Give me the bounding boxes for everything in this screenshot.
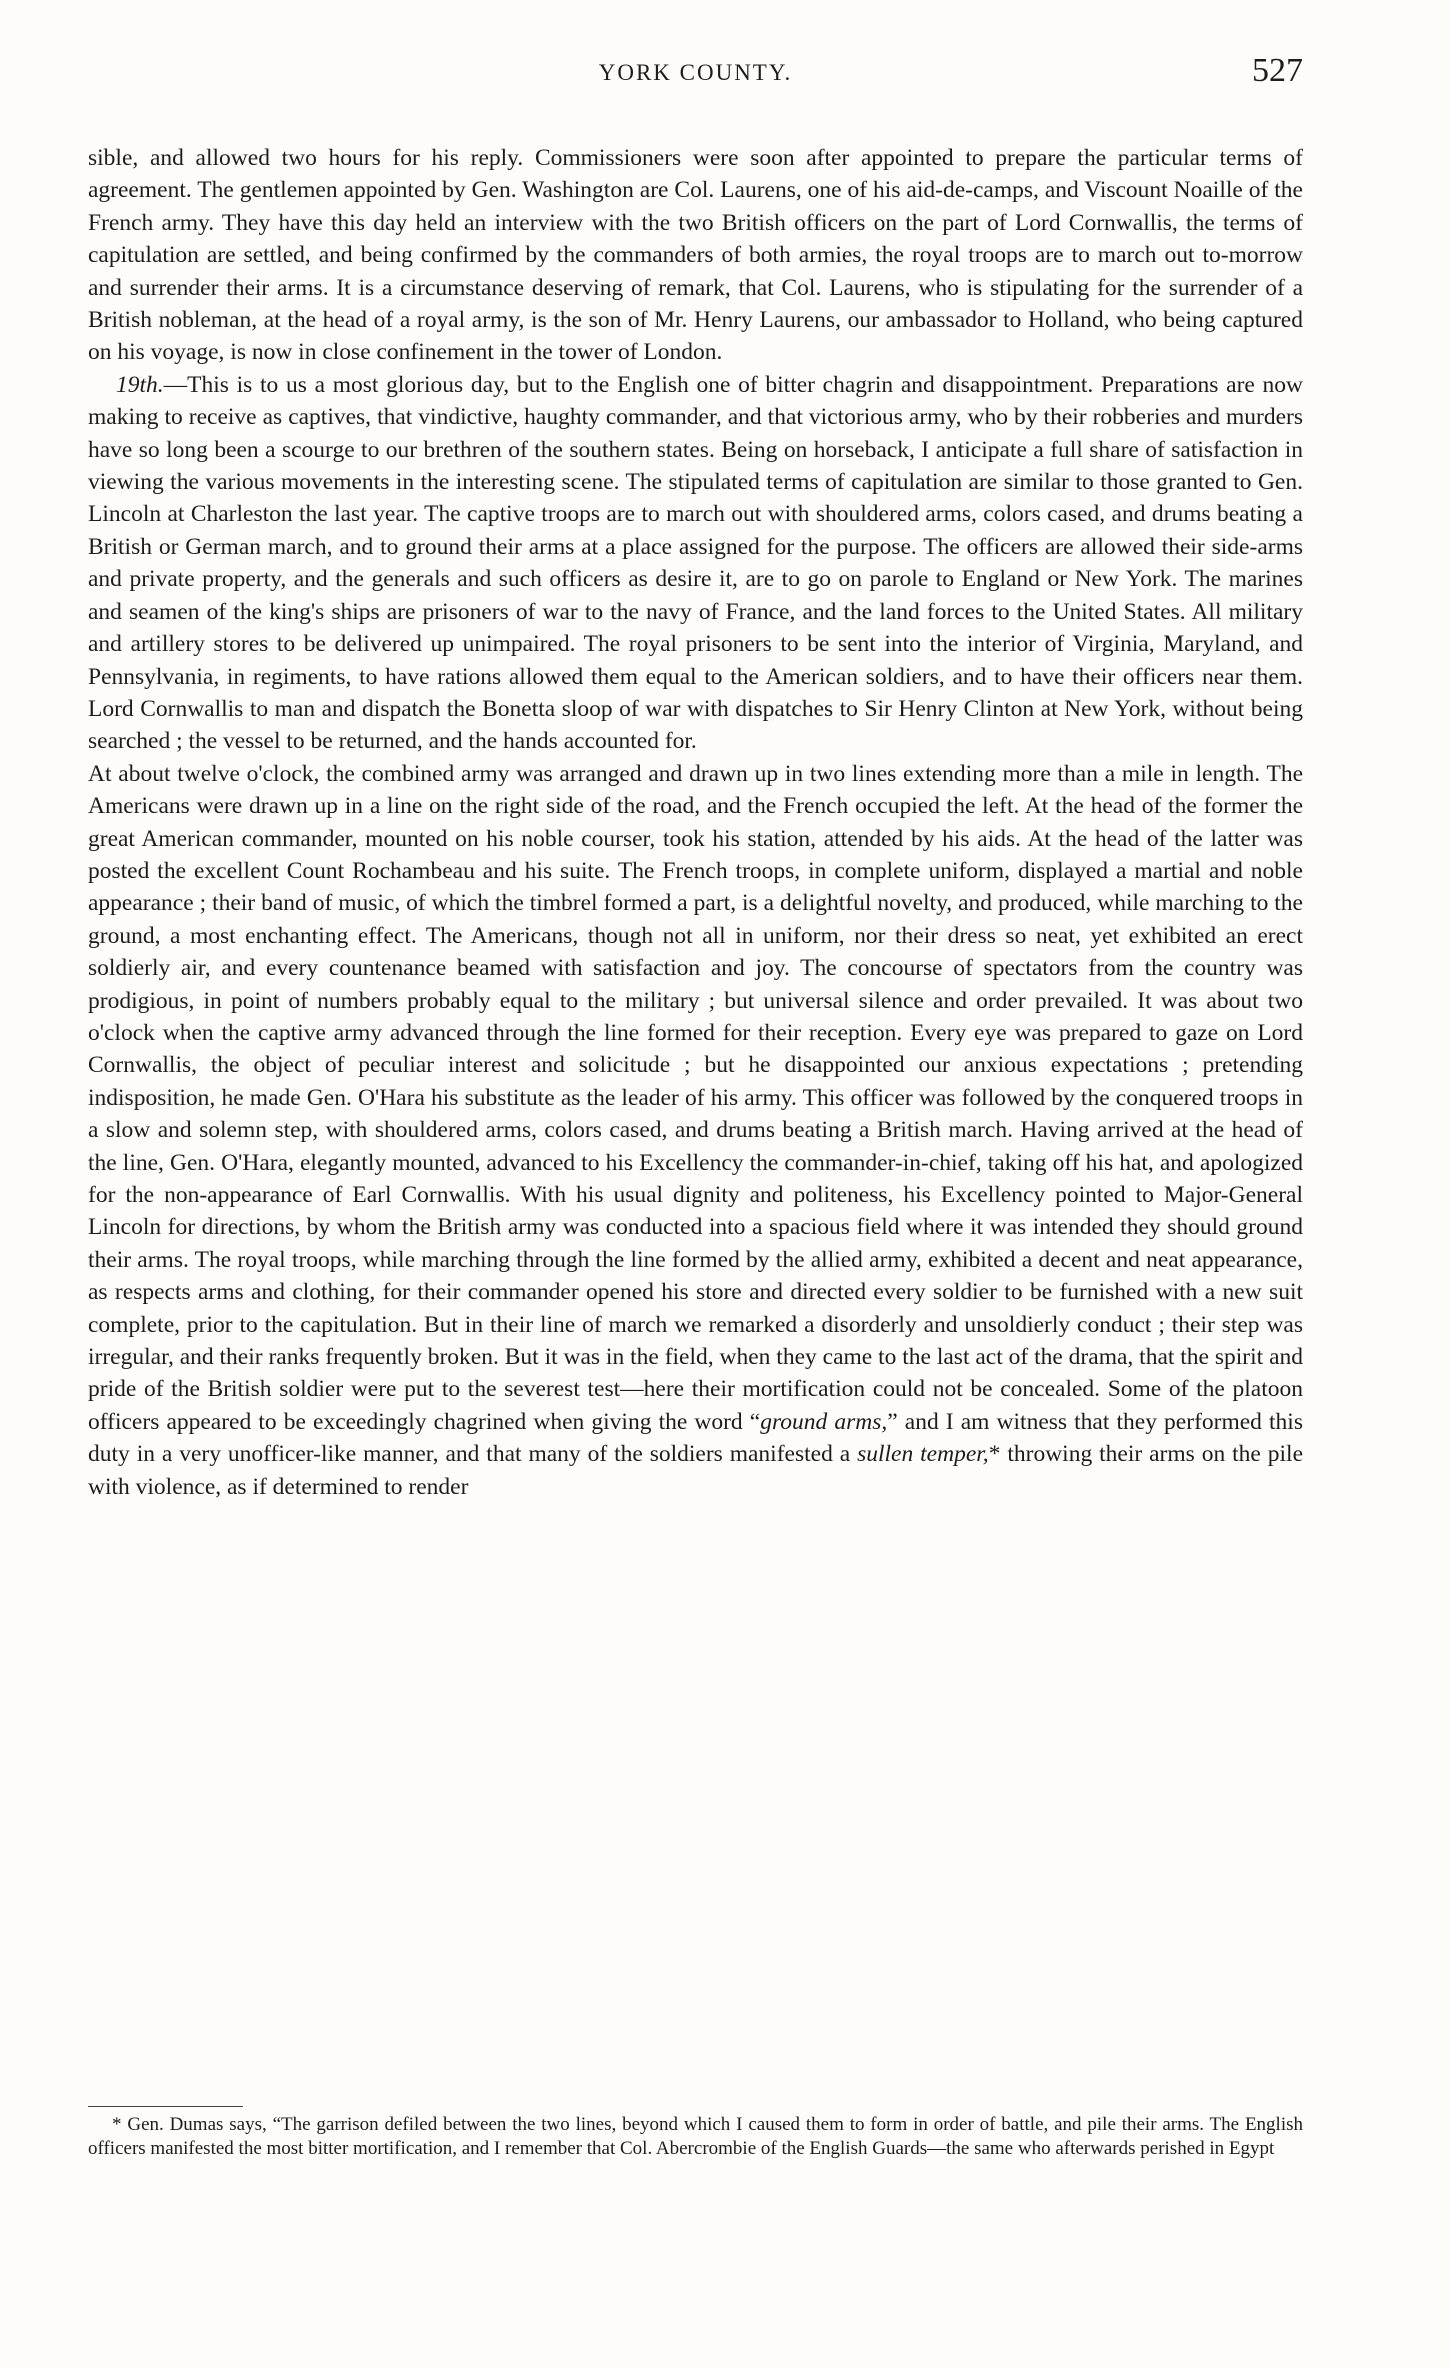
diary-date: 19th.	[116, 371, 164, 398]
quoted-command: ground arms,	[760, 1408, 888, 1435]
paragraph	[88, 369, 1303, 758]
paragraph: sible, and allowed two hours for his reply. Commissioners were soon after appointed to prepare the particular terms of agreement. The gentlemen appointed by Gen. Washington are Col. Laurens, one of his aid-de-camps, and Viscount Noaille of the French army. They have this day held an interview with the two British officers on the part of Lord Cornwallis, the terms of capitulation are settled, and being confirmed by the commanders of both armies, the royal troops are to march out to-morrow and surrender their arms. It is a circumstance deserving of remark, that Col. Laurens, who is stipulating for the surrender of a British nobleman, at the head of a royal army, is the son of Mr. Henry Laurens, our ambassador to Holland, who being captured on his voyage, is now in close confinement in the tower of London.	[88, 145, 1303, 366]
footnote-divider	[88, 2106, 243, 2107]
running-head	[88, 52, 1303, 102]
running-title: YORK COUNTY.	[598, 60, 793, 85]
italic-phrase: sullen temper,	[857, 1441, 989, 1468]
paragraph-text: —This is to us a most glorious day, but to the English one of bitter chagrin and disappointment. Preparations are now making to receive as captives, that vindictive, haughty commander, and that victorious army, who by their robberies and murders have so long been a scourge to our brethren of the southern states. Being on horseback, I anticipate a full share of satisfaction in viewing the various movements in the interesting scene. The stipulated terms of capitulation are similar to those granted to Gen. Lincoln at Charleston the last year. The captive troops are to march out with shouldered arms, colors cased, and drums beating a British or German march, and to ground their arms at a place assigned for the purpose. The officers are allowed their side-arms and private property, and the generals and such officers as desire it, are to go on parole to England or New York. The marines and seamen of the king's ships are prisoners of war to the navy of France, and the land forces to the United States. All military and artillery stores to be delivered up unimpaired. The royal prisoners to be sent into the interior of Virginia, Maryland, and Pennsylvania, in regiments, to have rations allowed them equal to the American soldiers, and to have their officers near them. Lord Cornwallis to man and dispatch the Bonetta sloop of war with dispatches to Sir Henry Clinton at New York, without being searched ; the vessel to be returned, and the hands accounted for.	[88, 371, 1303, 755]
footnote: * Gen. Dumas says, “The garrison defiled between the two lines, beyond which I caused them to form in order of battle, and pile their arms. The English officers manifested the most bitter mortification, and I remember that Col. Abercrombie of the English Guards—the same who afterwards perished in Egypt	[88, 2114, 1303, 2159]
footnotes	[88, 2113, 1303, 2161]
paragraph-text: At about twelve o'clock, the combined army was arranged and drawn up in two lines extending more than a mile in length. The Americans were drawn up in a line on the right side of the road, and the French occupied the left. At the head of the former the great American commander, mounted on his noble courser, took his station, attended by his aids. At the head of the latter was posted the excellent Count Rochambeau and his suite. The French troops, in complete uniform, displayed a martial and noble appearance ; their band of music, of which the timbrel formed a part, is a delightful novelty, and produced, while marching to the ground, a most enchanting effect. The Americans, though not all in uniform, nor their dress so neat, yet exhibited an erect soldierly air, and every countenance beamed with satisfaction and joy. The concourse of spectators from the country was prodigious, in point of numbers probably equal to the military ; but universal silence and order prevailed. It was about two o'clock when the captive army advanced through the line formed for their reception. Every eye was prepared to gaze on Lord Cornwallis, the object of peculiar interest and solicitude ; but he disappointed our anxious expectations ; pretending indisposition, he made Gen. O'Hara his substitute as the leader of his army. This officer was followed by the conquered troops in a slow and solemn step, with shouldered arms, colors cased, and drums beating a British march. Having arrived at the head of the line, Gen. O'Hara, elegantly mounted, advanced to his Excellency the commander-in-chief, taking off his hat, and apologized for the non-appearance of Earl Cornwallis. With his usual dignity and politeness, his Excellency pointed to Major-General Lincoln for directions, by whom the British army was conducted into a spacious field where it was intended they should ground their arms. The royal troops, while marching through the line formed by the allied army, exhibited a decent and neat appearance, as respects arms and clothing, for their commander opened his store and directed every soldier to be furnished with a new suit complete, prior to the capitulation. But in their line of march we remarked a disorderly and unsoldierly conduct ; their step was irregular, and their ranks frequently broken. But it was in the field, when they came to the last act of the drama, that the spirit and pride of the British soldier were put to the severest test—here their mortification could not be concealed. Some of the platoon officers appeared to be exceedingly chagrined when giving the word “	[88, 760, 1303, 1435]
paragraph-text: * throwing their arms on the pile with violence, as if determined to render	[88, 1441, 1303, 1500]
body-text	[88, 142, 1303, 1503]
paragraph-text: ” and I am witness that they performed this duty in a very unofficer-like manner, and that many of the soldiers manifested a	[88, 1408, 1303, 1468]
paragraph	[88, 758, 1303, 1503]
page-number: 527	[1252, 52, 1303, 89]
